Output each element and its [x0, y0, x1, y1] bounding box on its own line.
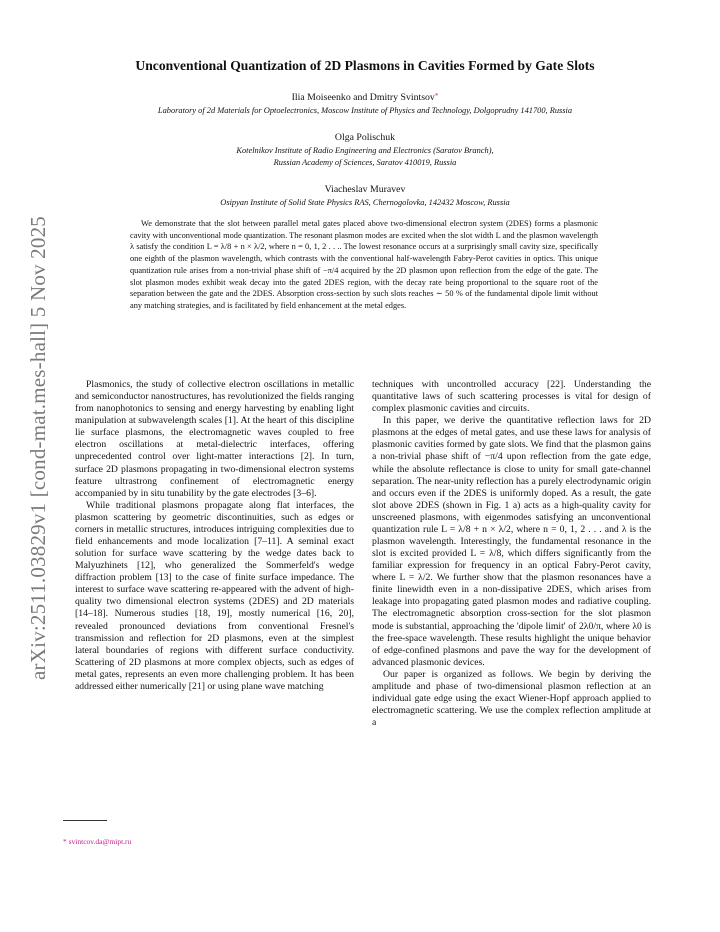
- right-column: [372, 379, 651, 729]
- affiliation-2-line-1: Kotelnikov Institute of Radio Engineering and Electronics (Saratov Branch),: [236, 146, 494, 155]
- left-paragraph-1: Plasmonics, the study of collective electron oscillations in metallic and semiconductor nanostructures, has revolutionized the fields ranging from nanophotonics to sensing and energy harvesting by enabling light manipulation at subwavelength scales [1]. At the heart of this discipline lie surface plasmons, the electromagnetic waves coupled to free electron oscillations at metal-dielectric interfaces, offering unprecedented control over light-matter interactions [2]. In turn, surface 2D plasmons propagating in two-dimensional electron systems feature ultrastrong confinement of electromagnetic energy accompanied by in situ tunability by the gate electrodes [3–6].: [75, 379, 354, 499]
- footnote: [63, 837, 131, 846]
- author-2: Olga Polischuk: [334, 132, 396, 143]
- right-paragraph-2: In this paper, we derive the quantitative reflection laws for 2D plasmons at the edges of metal gates, and use these laws for analysis of plasmonic cavities formed by gate slots. We find that the plasmon gains a non-trivial phase shift of −π/4 upon reflection from the gate edge, while the absolute reflectance is close to unity for small gate-channel separation. The near-unity reflection has a purely electrodynamic origin and occurs even if the 2DES is uniformly doped. As a result, the gate slot above 2DES (shown in Fig. 1 a) acts as a high-quality cavity for unscreened plasmons, with eigenmodes satisfying an unconventional quantization rule L = λ/8 + n × λ/2, where n = 0, 1, 2 . . . and λ is the plasmon wavelength. Interestingly, the fundamental resonance in the slot is excited provided L = λ/8, which differs significantly from the familiar expression for frequency in an optical Fabry-Perot cavity, where L = λ/2. We further show that the plasmon resonances have a finite linewidth even in a non-dissipative 2DES, which arises from leakage into propagating gated plasmon modes and radiative coupling. The electromagnetic absorption cross-section for the slot plasmon mode is substantial, approaching the 'dipole limit' of 2λ0/π, where λ0 is the free-space wavelength. These results highlight the unique behavior of edge-confined plasmons and pave the way for the development of advanced plasmonic devices.: [372, 415, 651, 668]
- footnote-email-link[interactable]: svintcov.da@mipt.ru: [68, 837, 132, 846]
- affiliation-1: Laboratory of 2d Materials for Optoelectronics, Moscow Institute of Physics and Technology, Dolgoprudny 141700, Russia: [157, 106, 573, 115]
- affiliation-3: Osipyan Institute of Solid State Physics RAS, Chernogolovka, 142432 Moscow, Russia: [220, 198, 510, 207]
- right-paragraph-1: techniques with uncontrolled accuracy [22]. Understanding the quantitative laws of such scattering processes is vital for design of complex plasmonic cavities and circuits.: [372, 379, 651, 415]
- left-paragraph-2: While traditional plasmons propagate along flat interfaces, the plasmon scattering by geometric discontinuities, such as edges or corners in metallic structures, introduces intriguing complexities due to field enhancements and mode localization [7–11]. A seminal exact solution for surface wave scattering by the wedge dates back to Malyuzhinets [12], who generalized the Sommerfeld's wedge diffraction problem [13] to the case of finite surface impedance. The interest to surface wave scattering re-appeared with the advent of high-quality two dimensional electron systems (2DES) and 2D materials [14–18]. Numerous studies [18, 19], mostly numerical [16, 20], revealed pronounced deviations from conventional Fresnel's transmission and reflection for 2D plasmons, even at the simplest lateral boundaries of regions with different surface conductivity. Scattering of 2D plasmons at more complex objects, such as edges of metal gates, represents an even more challenging problem. It has been addressed either numerically [21] or using plane wave matching: [75, 499, 354, 692]
- arxiv-sidebar-stamp: arXiv:2511.03829v1 [cond-mat.mes-hall] 5 Nov 2025: [26, 216, 50, 680]
- corresponding-author-mark[interactable]: *: [434, 92, 439, 100]
- left-column: [75, 379, 354, 693]
- author-3: Viacheslav Muravev: [324, 184, 406, 195]
- paper-title: Unconventional Quantization of 2D Plasmons in Cavities Formed by Gate Slots: [135, 58, 595, 73]
- abstract: [130, 218, 598, 312]
- right-paragraph-3: Our paper is organized as follows. We begin by deriving the amplitude and phase of two-dimensional plasmon reflection at an individual gate edge using the exact Wiener-Hopf approach applied to electromagnetic scattering. We use the complex reflection amplitude at a: [372, 668, 651, 729]
- footnote-rule: [63, 820, 107, 821]
- authors-names: Ilia Moiseenko and Dmitry Svintsov: [291, 92, 435, 103]
- affiliation-2-line-2: Russian Academy of Sciences, Saratov 410019, Russia: [273, 158, 457, 167]
- abstract-text: We demonstrate that the slot between parallel metal gates placed above two-dimensional electron system (2DES) forms a plasmonic cavity with unconventional mode quantization. The resonant plasmon modes are excited when the slot width L and the plasmon wavelength λ satisfy the condition L = λ/8 + n × λ/2, where n = 0, 1, 2 . . .. The lowest resonance occurs at a surprisingly small cavity size, specifically one eighth of the plasmon wavelength, which contrasts with the conventional half-wavelength Fabry-Perot cavities in optics. This unique quantization rule arises from a non-trivial phase shift of −π/4 acquired by the 2D plasmon upon reflection from the edge of the gate. The slot plasmon modes exhibit weak decay into the gated 2DES region, with the decay rate being proportional to the square root of the separation between the gate and the 2DES. Absorption cross-section by such slots reaches ∼ 50 % of the fundamental dipole limit without any matching strategies, and is facilitated by field enhancement at the metal edges.: [130, 219, 598, 310]
- footnote-mark: *: [63, 837, 67, 846]
- authors-line-1: [70, 92, 660, 103]
